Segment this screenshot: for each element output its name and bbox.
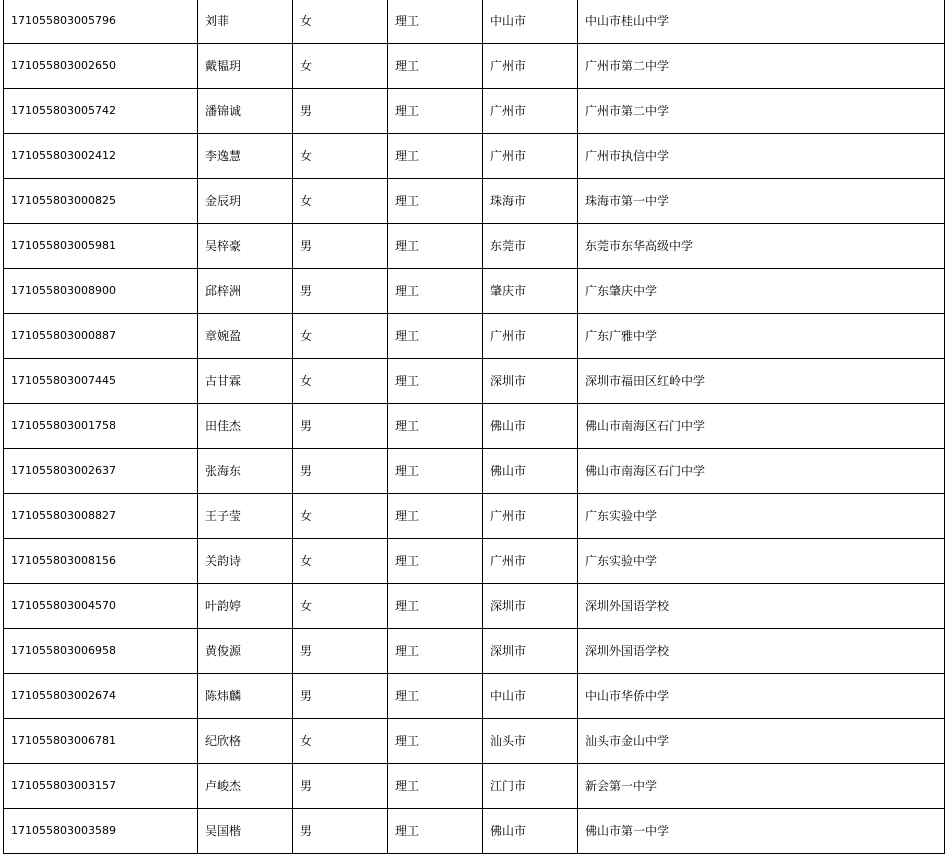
- table-row: [4, 314, 945, 359]
- exam-number-cell: 171055803008900: [4, 269, 198, 314]
- table-row: [4, 449, 945, 494]
- exam-number-cell: 171055803002412: [4, 134, 198, 179]
- school-cell: 中山市华侨中学: [578, 674, 945, 719]
- city-cell: 深圳市: [483, 584, 578, 629]
- name-cell: 戴韫玥: [198, 44, 293, 89]
- category-cell: 理工: [388, 44, 483, 89]
- exam-number-cell: 171055803005742: [4, 89, 198, 134]
- gender-cell: 男: [293, 764, 388, 809]
- school-cell: 深圳市福田区红岭中学: [578, 359, 945, 404]
- city-cell: 深圳市: [483, 629, 578, 674]
- table-row: [4, 44, 945, 89]
- gender-cell: 男: [293, 224, 388, 269]
- gender-cell: 女: [293, 539, 388, 584]
- name-cell: 古甘霖: [198, 359, 293, 404]
- name-cell: 卢峻杰: [198, 764, 293, 809]
- school-cell: 佛山市南海区石门中学: [578, 404, 945, 449]
- category-cell: 理工: [388, 449, 483, 494]
- table-row: [4, 539, 945, 584]
- name-cell: 邱梓洲: [198, 269, 293, 314]
- name-cell: 章婉盈: [198, 314, 293, 359]
- category-cell: 理工: [388, 539, 483, 584]
- gender-cell: 男: [293, 449, 388, 494]
- city-cell: 广州市: [483, 539, 578, 584]
- exam-number-cell: 171055803005981: [4, 224, 198, 269]
- school-cell: 佛山市第一中学: [578, 809, 945, 854]
- name-cell: 刘菲: [198, 0, 293, 44]
- school-cell: 广州市执信中学: [578, 134, 945, 179]
- gender-cell: 男: [293, 89, 388, 134]
- city-cell: 深圳市: [483, 359, 578, 404]
- city-cell: 汕头市: [483, 719, 578, 764]
- table-row: [4, 719, 945, 764]
- school-cell: 广州市第二中学: [578, 44, 945, 89]
- exam-number-cell: 171055803006958: [4, 629, 198, 674]
- exam-number-cell: 171055803002674: [4, 674, 198, 719]
- exam-number-cell: 171055803005796: [4, 0, 198, 44]
- category-cell: 理工: [388, 764, 483, 809]
- category-cell: 理工: [388, 89, 483, 134]
- category-cell: 理工: [388, 179, 483, 224]
- table-row: [4, 179, 945, 224]
- exam-number-cell: 171055803002637: [4, 449, 198, 494]
- table-row: [4, 0, 945, 44]
- city-cell: 东莞市: [483, 224, 578, 269]
- name-cell: 金辰玥: [198, 179, 293, 224]
- gender-cell: 女: [293, 314, 388, 359]
- school-cell: 广州市第二中学: [578, 89, 945, 134]
- exam-number-cell: 171055803002650: [4, 44, 198, 89]
- gender-cell: 女: [293, 584, 388, 629]
- name-cell: 陈炜麟: [198, 674, 293, 719]
- table-row: [4, 269, 945, 314]
- table-row: [4, 224, 945, 269]
- exam-number-cell: 171055803003157: [4, 764, 198, 809]
- city-cell: 广州市: [483, 494, 578, 539]
- category-cell: 理工: [388, 584, 483, 629]
- category-cell: 理工: [388, 269, 483, 314]
- name-cell: 纪欣格: [198, 719, 293, 764]
- school-cell: 佛山市南海区石门中学: [578, 449, 945, 494]
- category-cell: 理工: [388, 224, 483, 269]
- student-table: [3, 0, 945, 854]
- name-cell: 王子莹: [198, 494, 293, 539]
- school-cell: 汕头市金山中学: [578, 719, 945, 764]
- table-row: [4, 89, 945, 134]
- school-cell: 广东实验中学: [578, 539, 945, 584]
- name-cell: 叶韵婷: [198, 584, 293, 629]
- exam-number-cell: 171055803001758: [4, 404, 198, 449]
- city-cell: 广州市: [483, 44, 578, 89]
- school-cell: 广东广雅中学: [578, 314, 945, 359]
- category-cell: 理工: [388, 629, 483, 674]
- category-cell: 理工: [388, 404, 483, 449]
- name-cell: 潘锦诚: [198, 89, 293, 134]
- exam-number-cell: 171055803004570: [4, 584, 198, 629]
- table-row: [4, 134, 945, 179]
- city-cell: 珠海市: [483, 179, 578, 224]
- table-row: [4, 629, 945, 674]
- category-cell: 理工: [388, 719, 483, 764]
- gender-cell: 女: [293, 719, 388, 764]
- name-cell: 关韵诗: [198, 539, 293, 584]
- exam-number-cell: 171055803008156: [4, 539, 198, 584]
- table-row: [4, 404, 945, 449]
- school-cell: 东莞市东华高级中学: [578, 224, 945, 269]
- city-cell: 中山市: [483, 674, 578, 719]
- table-row: [4, 809, 945, 854]
- gender-cell: 男: [293, 809, 388, 854]
- category-cell: 理工: [388, 359, 483, 404]
- gender-cell: 女: [293, 494, 388, 539]
- category-cell: 理工: [388, 494, 483, 539]
- school-cell: 深圳外国语学校: [578, 584, 945, 629]
- school-cell: 中山市桂山中学: [578, 0, 945, 44]
- school-cell: 广东实验中学: [578, 494, 945, 539]
- exam-number-cell: 171055803000887: [4, 314, 198, 359]
- table-row: [4, 764, 945, 809]
- exam-number-cell: 171055803008827: [4, 494, 198, 539]
- exam-number-cell: 171055803006781: [4, 719, 198, 764]
- city-cell: 广州市: [483, 134, 578, 179]
- gender-cell: 男: [293, 404, 388, 449]
- city-cell: 佛山市: [483, 809, 578, 854]
- city-cell: 肇庆市: [483, 269, 578, 314]
- gender-cell: 男: [293, 674, 388, 719]
- category-cell: 理工: [388, 314, 483, 359]
- city-cell: 江门市: [483, 764, 578, 809]
- city-cell: 佛山市: [483, 449, 578, 494]
- city-cell: 中山市: [483, 0, 578, 44]
- gender-cell: 男: [293, 269, 388, 314]
- name-cell: 黄俊源: [198, 629, 293, 674]
- gender-cell: 女: [293, 359, 388, 404]
- student-table-body: [4, 0, 945, 854]
- school-cell: 新会第一中学: [578, 764, 945, 809]
- category-cell: 理工: [388, 809, 483, 854]
- name-cell: 吴国楷: [198, 809, 293, 854]
- city-cell: 广州市: [483, 89, 578, 134]
- exam-number-cell: 171055803003589: [4, 809, 198, 854]
- gender-cell: 女: [293, 0, 388, 44]
- school-cell: 珠海市第一中学: [578, 179, 945, 224]
- category-cell: 理工: [388, 0, 483, 44]
- exam-number-cell: 171055803007445: [4, 359, 198, 404]
- city-cell: 广州市: [483, 314, 578, 359]
- name-cell: 田佳杰: [198, 404, 293, 449]
- exam-number-cell: 171055803000825: [4, 179, 198, 224]
- name-cell: 张海东: [198, 449, 293, 494]
- name-cell: 李逸慧: [198, 134, 293, 179]
- table-row: [4, 494, 945, 539]
- gender-cell: 女: [293, 179, 388, 224]
- table-row: [4, 674, 945, 719]
- table-row: [4, 584, 945, 629]
- school-cell: 广东肇庆中学: [578, 269, 945, 314]
- category-cell: 理工: [388, 674, 483, 719]
- gender-cell: 女: [293, 44, 388, 89]
- school-cell: 深圳外国语学校: [578, 629, 945, 674]
- gender-cell: 男: [293, 629, 388, 674]
- category-cell: 理工: [388, 134, 483, 179]
- city-cell: 佛山市: [483, 404, 578, 449]
- gender-cell: 女: [293, 134, 388, 179]
- name-cell: 吴梓豪: [198, 224, 293, 269]
- table-row: [4, 359, 945, 404]
